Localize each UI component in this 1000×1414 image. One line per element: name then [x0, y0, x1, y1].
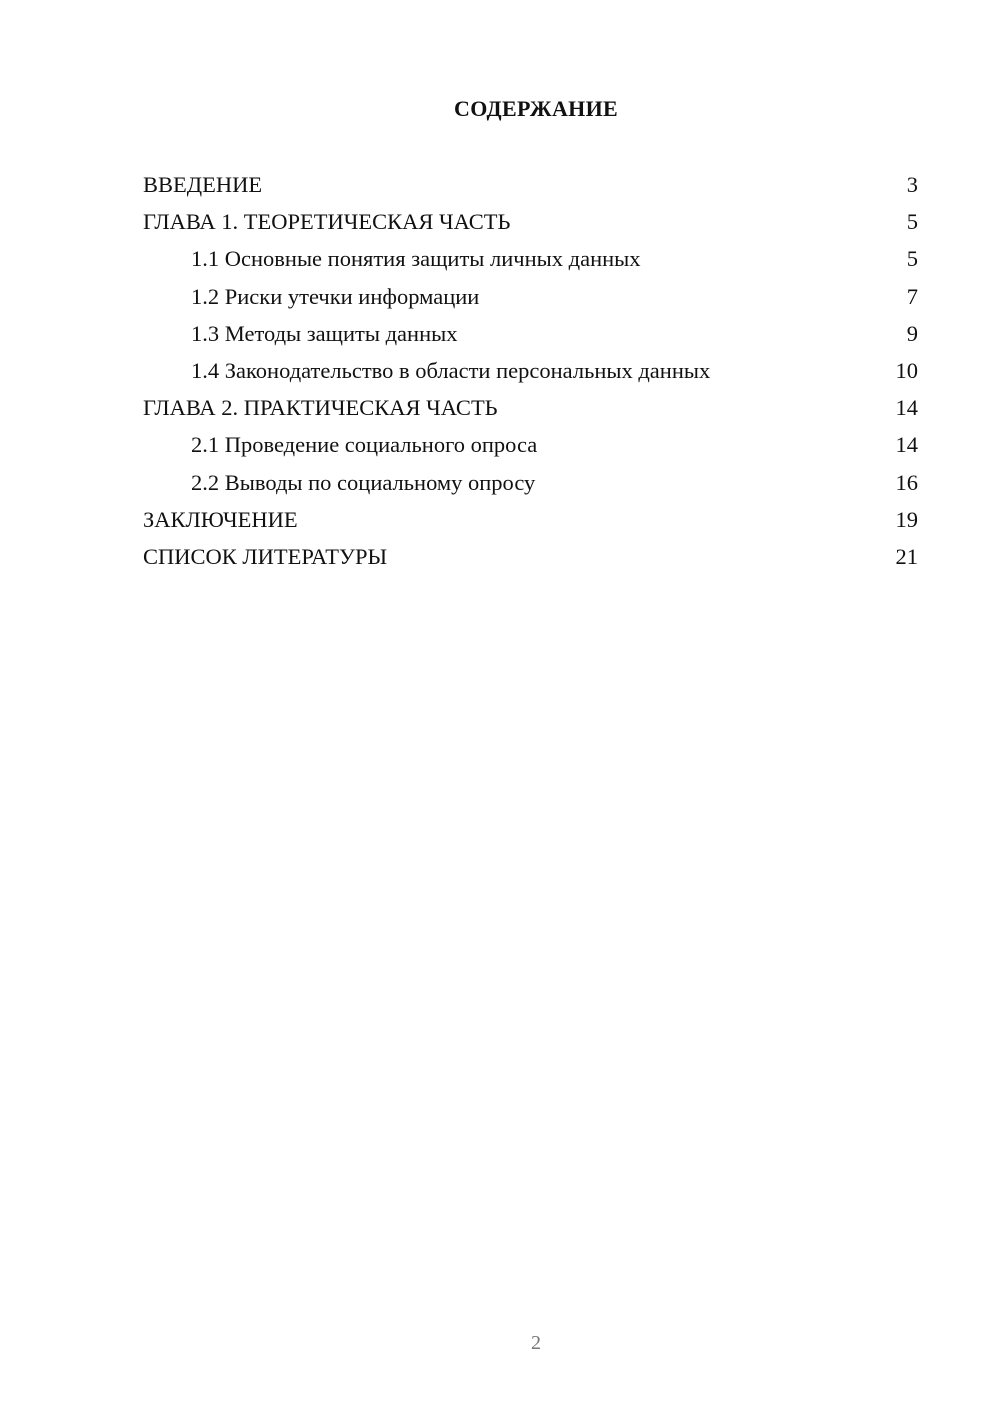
toc-entry-page: 3: [906, 172, 918, 197]
toc-entry-section-2-1: [143, 426, 918, 463]
toc-entry-chapter-1: [143, 203, 918, 240]
toc-entry-label: 1.1 Основные понятия защиты личных данных: [191, 246, 641, 272]
toc-entry-label: 1.2 Риски утечки информации: [191, 283, 480, 309]
toc-entry-section-1-3: [143, 315, 918, 352]
toc-entry-page: 14: [895, 432, 918, 458]
toc-entry-references: [143, 538, 918, 575]
toc-entry-label: 1.4 Законодательство в области персональных данных: [191, 357, 711, 383]
toc-entry-page: 10: [895, 357, 918, 383]
toc-entry-section-1-1: [143, 240, 918, 277]
toc-entry-section-1-4: [143, 352, 918, 389]
toc-entry-introduction: [143, 166, 918, 203]
toc-entry-chapter-2: [143, 389, 918, 426]
toc-entry-label: 2.2 Выводы по социальному опросу: [191, 469, 536, 495]
page-number: 2: [531, 1332, 541, 1354]
toc-entry-page: 5: [906, 209, 918, 235]
toc-entry-label: ГЛАВА 1. ТЕОРЕТИЧЕСКАЯ ЧАСТЬ: [143, 209, 511, 235]
toc-entry-section-1-2: [143, 278, 918, 315]
toc-entry-label: ЗАКЛЮЧЕНИЕ: [143, 506, 298, 532]
toc-entry-page: 5: [906, 246, 918, 272]
page-title: СОДЕРЖАНИЕ: [454, 96, 618, 121]
toc-entry-page: 9: [906, 320, 918, 346]
toc-entry-label: СПИСОК ЛИТЕРАТУРЫ: [143, 543, 388, 569]
toc-entry-page: 19: [895, 506, 918, 532]
toc-entry-label: 1.3 Методы защиты данных: [191, 320, 458, 346]
toc-entry-label: 2.1 Проведение социального опроса: [191, 432, 538, 458]
toc-entry-page: 16: [895, 469, 918, 495]
toc-entry-label: ВВЕДЕНИЕ: [143, 172, 263, 197]
toc-entry-section-2-2: [143, 464, 918, 501]
toc-entry-page: 7: [906, 283, 918, 309]
table-of-contents: [143, 166, 918, 575]
toc-entry-page: 21: [895, 543, 918, 569]
toc-entry-page: 14: [895, 395, 918, 421]
toc-entry-label: ГЛАВА 2. ПРАКТИЧЕСКАЯ ЧАСТЬ: [143, 395, 498, 421]
toc-entry-conclusion: [143, 501, 918, 538]
